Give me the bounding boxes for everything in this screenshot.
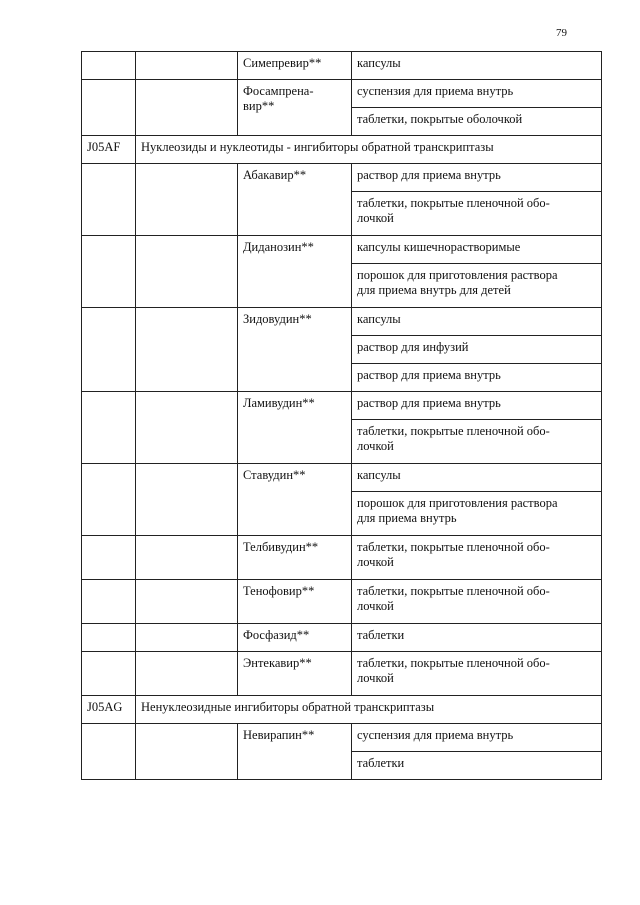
dosage-form: раствор для приема внутрь: [352, 164, 602, 192]
empty-cell: [82, 536, 136, 580]
dosage-form: [352, 192, 602, 236]
dosage-form: раствор для приема внутрь: [352, 392, 602, 420]
empty-cell: [136, 52, 238, 80]
table-row: [82, 724, 602, 752]
dosage-form-line: таблетки, покрытые пленочной обо-: [357, 196, 550, 210]
table-row: [82, 652, 602, 696]
group-row: [82, 696, 602, 724]
group-name: Ненуклеозидные ингибиторы обратной транскриптазы: [136, 696, 602, 724]
empty-cell: [82, 52, 136, 80]
dosage-form-line: лочкой: [357, 211, 394, 225]
empty-cell: [82, 652, 136, 696]
empty-cell: [136, 236, 238, 308]
table-row: [82, 308, 602, 336]
empty-cell: [136, 80, 238, 136]
table-row: [82, 536, 602, 580]
table-row: [82, 624, 602, 652]
dosage-form: [352, 580, 602, 624]
page-number: 79: [556, 27, 567, 39]
dosage-form-line: таблетки, покрытые пленочной обо-: [357, 424, 550, 438]
drug-name: Ламивудин**: [238, 392, 352, 464]
empty-cell: [82, 308, 136, 392]
table-row: [82, 580, 602, 624]
empty-cell: [82, 392, 136, 464]
drug-name: Энтекавир**: [238, 652, 352, 696]
dosage-form: капсулы: [352, 308, 602, 336]
dosage-form: суспензия для приема внутрь: [352, 724, 602, 752]
empty-cell: [136, 724, 238, 780]
dosage-form: [352, 536, 602, 580]
drug-name: Ставудин**: [238, 464, 352, 536]
empty-cell: [82, 724, 136, 780]
group-name: Нуклеозиды и нуклеотиды - ингибиторы обратной транскриптазы: [136, 136, 602, 164]
table-row: [82, 236, 602, 264]
empty-cell: [82, 464, 136, 536]
drug-name: [238, 80, 352, 136]
drug-name: Диданозин**: [238, 236, 352, 308]
dosage-form-line: таблетки, покрытые пленочной обо-: [357, 656, 550, 670]
drug-name: Симепревир**: [238, 52, 352, 80]
dosage-form-line: лочкой: [357, 599, 394, 613]
drug-name: Зидовудин**: [238, 308, 352, 392]
dosage-form: [352, 492, 602, 536]
empty-cell: [82, 624, 136, 652]
empty-cell: [136, 536, 238, 580]
dosage-form-line: лочкой: [357, 555, 394, 569]
dosage-form-line: порошок для приготовления раствора: [357, 268, 558, 282]
dosage-form: таблетки: [352, 752, 602, 780]
empty-cell: [136, 652, 238, 696]
group-row: [82, 136, 602, 164]
dosage-form: раствор для инфузий: [352, 336, 602, 364]
empty-cell: [136, 624, 238, 652]
empty-cell: [136, 392, 238, 464]
dosage-form: капсулы: [352, 464, 602, 492]
empty-cell: [82, 164, 136, 236]
drug-name-line: Фосампрена-: [243, 84, 314, 98]
empty-cell: [136, 308, 238, 392]
empty-cell: [136, 464, 238, 536]
table-row: [82, 164, 602, 192]
dosage-form: суспензия для приема внутрь: [352, 80, 602, 108]
dosage-form-line: для приема внутрь для детей: [357, 283, 511, 297]
table-row: [82, 52, 602, 80]
dosage-form: таблетки: [352, 624, 602, 652]
drug-table: [81, 51, 602, 780]
empty-cell: [82, 236, 136, 308]
table-row: [82, 392, 602, 420]
drug-name: Абакавир**: [238, 164, 352, 236]
dosage-form: таблетки, покрытые оболочкой: [352, 108, 602, 136]
atc-code: J05AF: [82, 136, 136, 164]
dosage-form-line: порошок для приготовления раствора: [357, 496, 558, 510]
drug-name: Телбивудин**: [238, 536, 352, 580]
table-row: [82, 464, 602, 492]
dosage-form: раствор для приема внутрь: [352, 364, 602, 392]
empty-cell: [82, 580, 136, 624]
atc-code: J05AG: [82, 696, 136, 724]
dosage-form: [352, 652, 602, 696]
empty-cell: [82, 80, 136, 136]
dosage-form-line: для приема внутрь: [357, 511, 457, 525]
dosage-form-line: таблетки, покрытые пленочной обо-: [357, 584, 550, 598]
dosage-form-line: лочкой: [357, 439, 394, 453]
dosage-form: [352, 264, 602, 308]
drug-name: Невирапин**: [238, 724, 352, 780]
empty-cell: [136, 164, 238, 236]
dosage-form: [352, 420, 602, 464]
dosage-form: капсулы кишечнорастворимые: [352, 236, 602, 264]
empty-cell: [136, 580, 238, 624]
drug-name: Фосфазид**: [238, 624, 352, 652]
dosage-form: капсулы: [352, 52, 602, 80]
table-row: [82, 80, 602, 108]
dosage-form-line: таблетки, покрытые пленочной обо-: [357, 540, 550, 554]
dosage-form-line: лочкой: [357, 671, 394, 685]
drug-name: Тенофовир**: [238, 580, 352, 624]
drug-name-line: вир**: [243, 99, 275, 113]
